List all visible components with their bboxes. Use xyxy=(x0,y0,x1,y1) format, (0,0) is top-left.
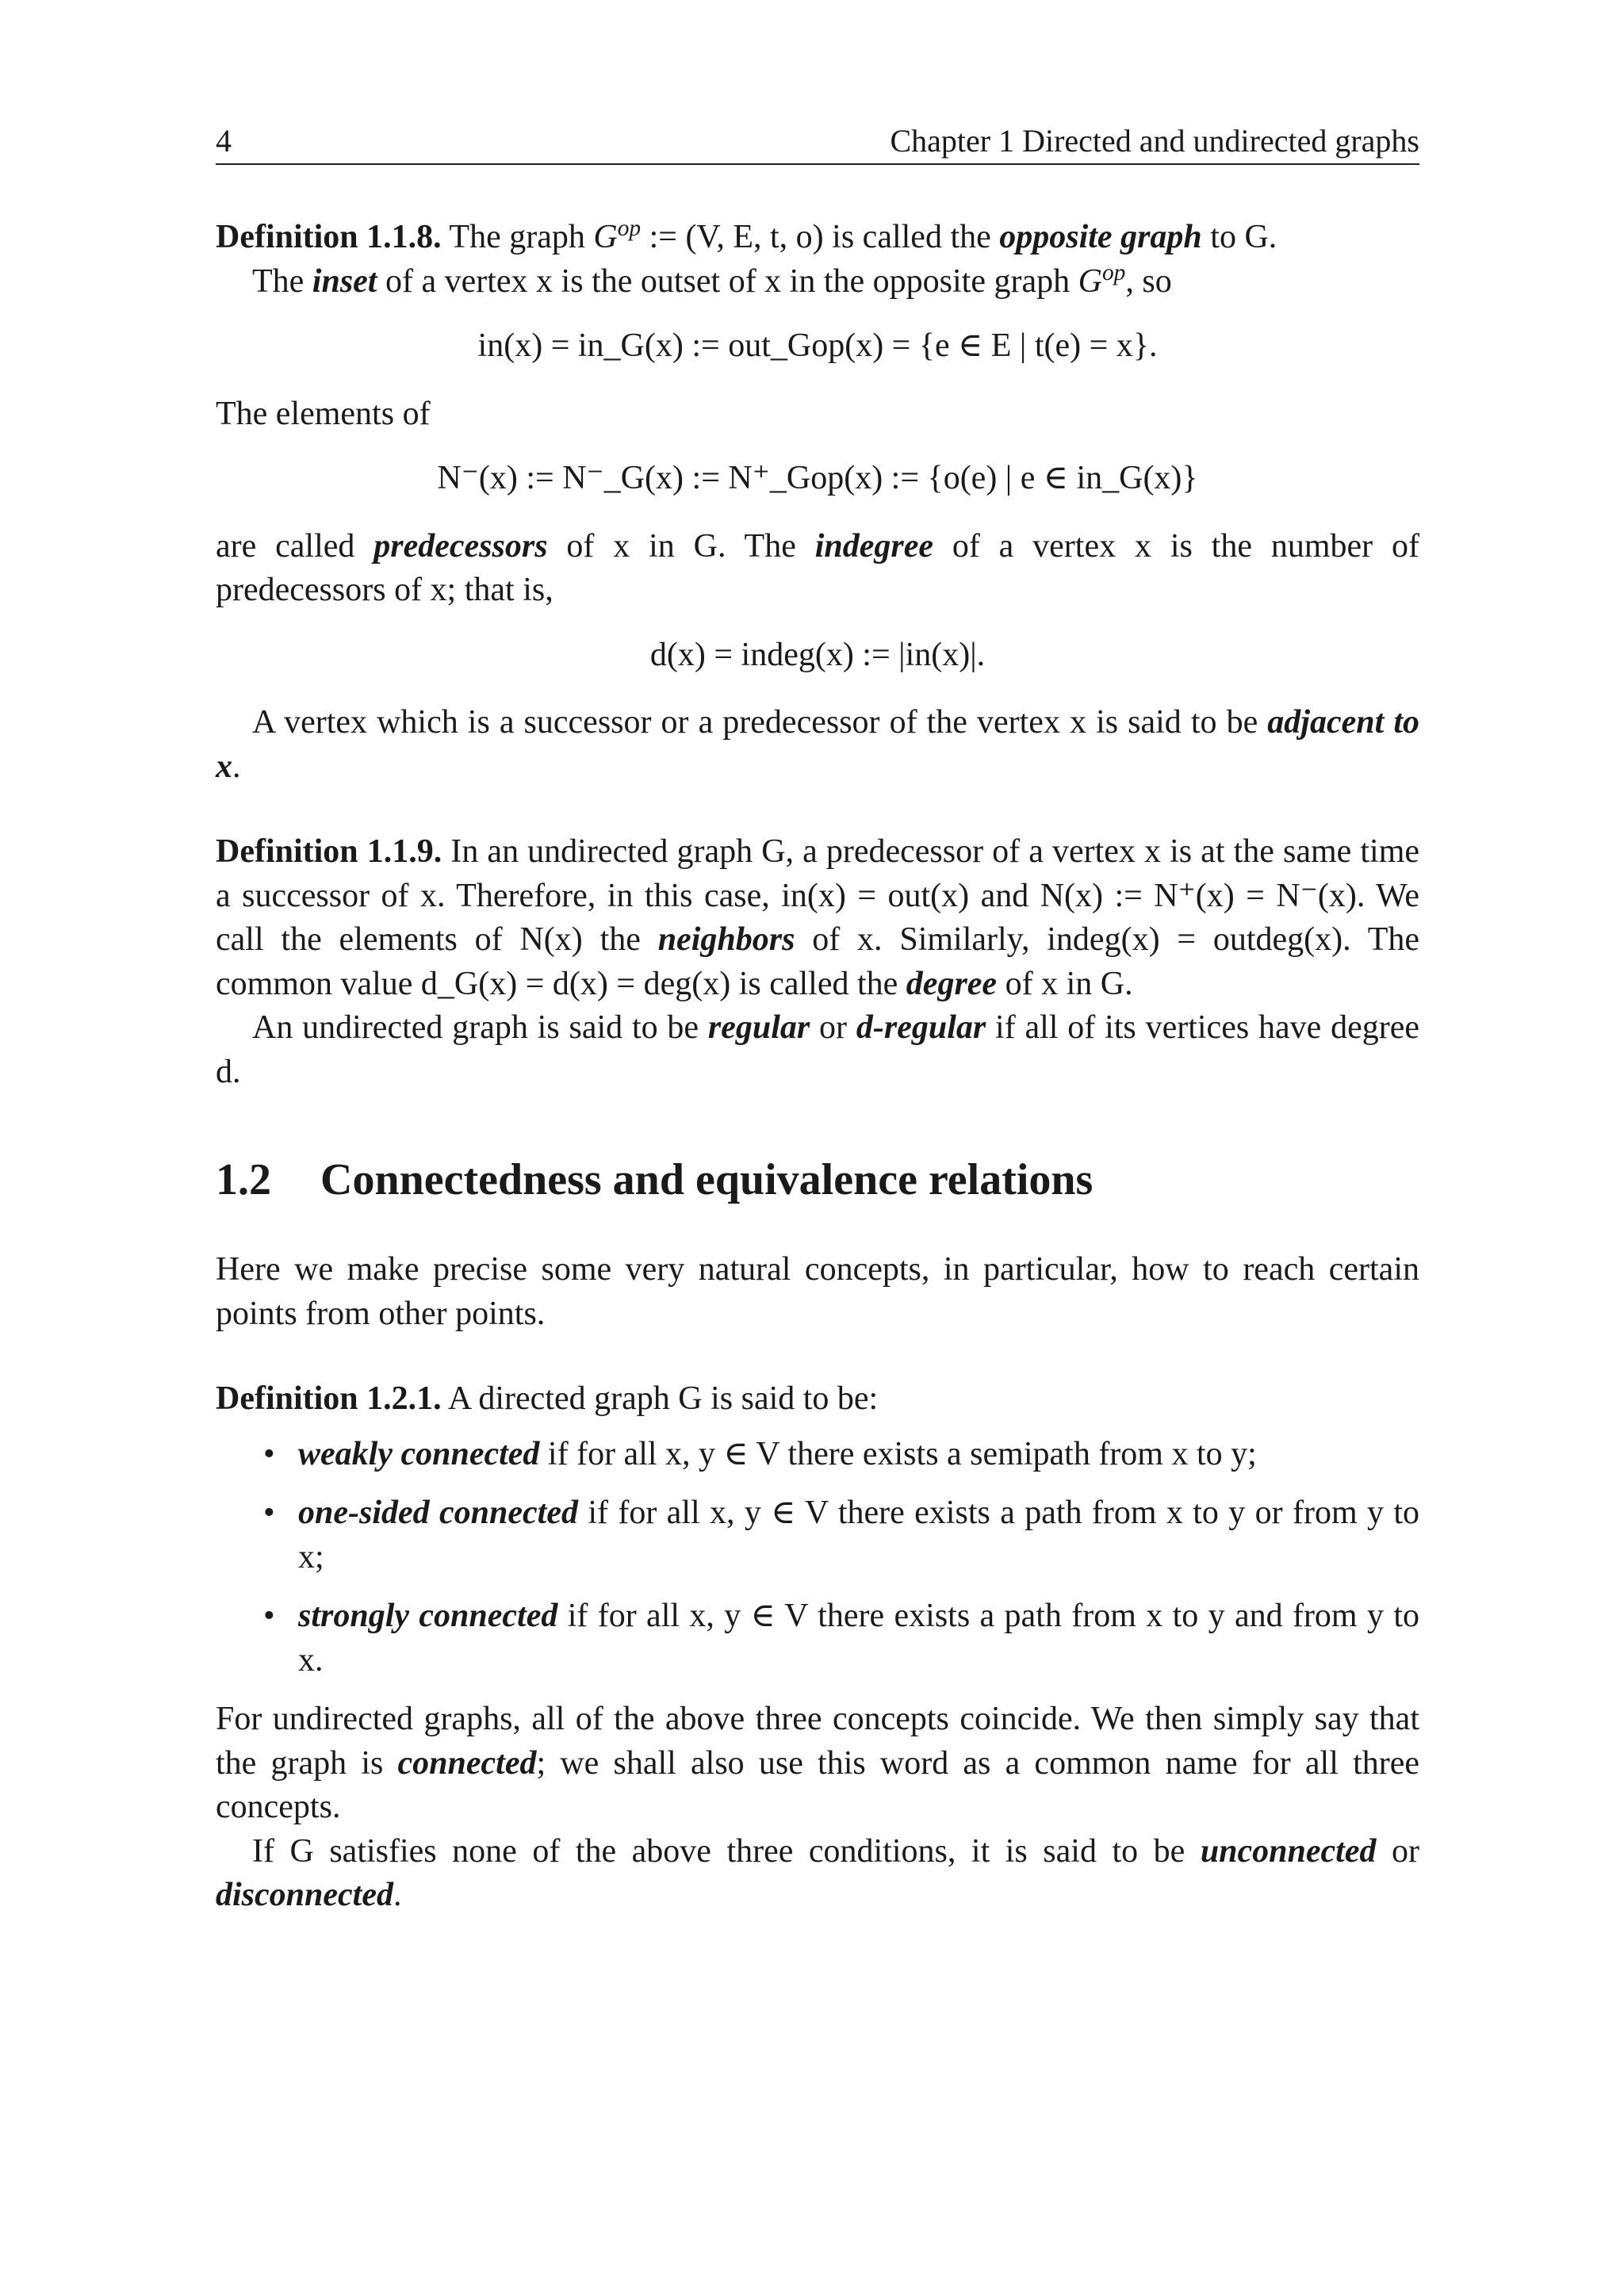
list-item xyxy=(263,1491,1419,1579)
text: or xyxy=(810,1009,856,1046)
text: For undirected graphs, all of the above three concepts coincide. We then simply say that the graph is xyxy=(216,1701,1419,1782)
def-1-2-1-para1 xyxy=(216,1698,1419,1830)
math-gop: $G^{op}$ xyxy=(1078,259,1126,300)
text: are called xyxy=(216,527,374,565)
keyword-strongly-connected: strongly connected xyxy=(298,1598,558,1634)
keyword-indegree: indegree xyxy=(814,527,933,565)
keyword-one-sided-connected: one-sided connected xyxy=(298,1495,578,1531)
equation-predecessors: N⁻(x) := N⁻_G(x) := N⁺_Gop(x) := {o(e) | e ∈ in_G(x)} xyxy=(437,460,1198,496)
def-1-1-9-para1 xyxy=(216,830,1419,1006)
text: The graph xyxy=(449,219,594,255)
keyword-neighbors: neighbors xyxy=(657,921,795,958)
section-intro: Here we make precise some very natural concepts, in particular, how to reach certain points from other points. xyxy=(216,1251,1419,1332)
equation-indegree: d(x) = indeg(x) := |in(x)|. xyxy=(649,636,986,673)
keyword-inset: inset xyxy=(312,262,377,300)
text: if all of its vertices have degree d. xyxy=(216,1009,1419,1090)
definition-label: Definition 1.1.9. xyxy=(216,833,442,870)
keyword-unconnected: unconnected xyxy=(1200,1832,1377,1870)
text: or xyxy=(1376,1832,1419,1870)
keyword-connected: connected xyxy=(397,1744,537,1782)
def-1-2-1-para2 xyxy=(216,1830,1419,1918)
text: If G satisfies none of the above three conditions, it is said to be xyxy=(252,1832,1201,1870)
equation-inset: in(x) = in_G(x) := out_Gop(x) = {e ∈ E | t(e) = x}. xyxy=(477,327,1158,364)
text: A vertex which is a successor or a predecessor of the vertex x is said to be xyxy=(252,704,1268,741)
keyword-regular: regular xyxy=(707,1009,810,1046)
keyword-disconnected: disconnected xyxy=(216,1877,393,1913)
text: to G. xyxy=(1201,219,1277,255)
text: The xyxy=(252,262,312,300)
connectedness-list xyxy=(216,1433,1419,1683)
text: ; we shall also use this word as a common name for all three concepts. xyxy=(216,1744,1420,1825)
chapter-title: Chapter 1 Directed and undirected graphs xyxy=(890,123,1419,159)
keyword-predecessors: predecessors xyxy=(373,527,548,565)
text: . xyxy=(232,748,241,785)
text: . xyxy=(393,1877,402,1913)
page-number: 4 xyxy=(216,123,232,159)
def-1-1-8-para3 xyxy=(216,525,1419,613)
keyword-opposite-graph: opposite graph xyxy=(999,219,1202,255)
section-heading xyxy=(216,1154,1419,1205)
def-1-1-8-para1 xyxy=(216,216,1419,260)
text: of x in G. The xyxy=(547,527,815,565)
keyword-adjacent: adjacent to x xyxy=(216,704,1420,785)
definition-label: Definition 1.2.1. xyxy=(216,1380,442,1417)
section-title: Connectedness and equivalence relations xyxy=(320,1155,1094,1204)
def-1-1-8-para4 xyxy=(216,701,1419,789)
text: , so xyxy=(1125,262,1172,300)
section-number: 1.2 xyxy=(216,1155,271,1204)
list-item xyxy=(263,1433,1419,1477)
text: of a vertex x is the outset of x in the opposite graph xyxy=(377,262,1078,300)
page-body xyxy=(216,216,1419,1918)
text: An undirected graph is said to be xyxy=(252,1009,708,1046)
definition-label: Definition 1.1.8. xyxy=(216,219,442,255)
keyword-d-regular: d-regular xyxy=(856,1009,986,1046)
text: of x. Similarly, indeg(x) = outdeg(x). The common value d_G(x) = d(x) = deg(x) is called the xyxy=(216,921,1419,1002)
list-item xyxy=(263,1594,1419,1682)
text: := (V, E, t, o) is called the xyxy=(641,219,1000,255)
text: A directed graph G is said to be: xyxy=(447,1380,879,1417)
text: In an undirected graph G, a predecessor of a vertex x is at the same time a successor of x. Therefore, in this case, in(x) = out(x) and N(x) := N⁺(x) = N⁻(x). We call the elements of N(x) the xyxy=(216,833,1420,958)
text: if for all x, y ∈ V there exists a path from x to y or from y to x; xyxy=(298,1495,1420,1575)
keyword-weakly-connected: weakly connected xyxy=(298,1435,540,1472)
text: if for all x, y ∈ V there exists a path from x to y and from y to x. xyxy=(298,1598,1419,1679)
def-1-2-1-lead xyxy=(216,1377,1419,1422)
keyword-degree: degree xyxy=(906,965,998,1002)
def-1-1-8-para2 xyxy=(216,260,1419,304)
text-elements-of: The elements of xyxy=(216,395,431,432)
def-1-1-9-para2 xyxy=(216,1006,1419,1094)
text: of x in G. xyxy=(997,965,1133,1002)
text: of a vertex x is the number of predecessors of x; that is, xyxy=(216,527,1419,608)
running-head xyxy=(216,119,1419,165)
math-gop: $G^{op}$ xyxy=(593,216,642,255)
text: if for all x, y ∈ V there exists a semipath from x to y; xyxy=(539,1435,1257,1472)
